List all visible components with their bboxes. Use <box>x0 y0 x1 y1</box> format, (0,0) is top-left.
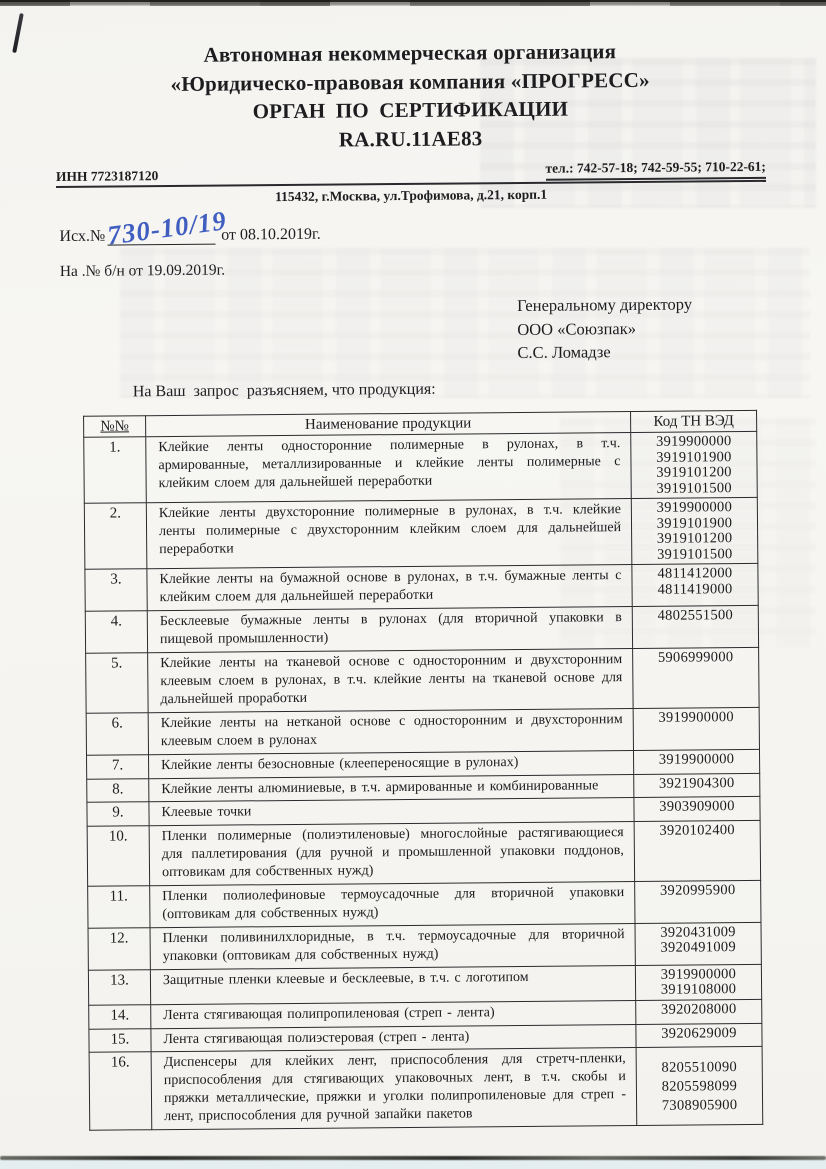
product-name: Клейкие ленты односторонние полимерные в рулонах, в т.ч. армированные, металлизированные и клейкие ленты полимерные с клейким слоем для дальнейшей переработки <box>146 433 632 503</box>
product-name: Клейкие ленты на тканевой основе с односторонним и двухсторонним клеевым слоем в рулонах, в т.ч. клейкие ленты на тканевой основе для дальнейшей проработки <box>148 649 634 713</box>
tnved-codes: 3920102400 <box>634 821 761 882</box>
tnved-codes: 4811412000 4811419000 <box>632 564 758 607</box>
tnved-codes: 3919900000 3919108000 <box>635 964 761 1000</box>
addressee-person: С.С. Ломадзе <box>517 342 611 363</box>
table-row <box>86 647 759 713</box>
row-number: 16. <box>89 1052 152 1130</box>
tnved-codes: 8205510090 8205598099 7308905900 <box>636 1047 763 1126</box>
incoming-ref-line: На .№ б/н от 19.09.2019г. <box>59 261 226 281</box>
handwritten-ref-number: 730-10/19 <box>105 205 229 251</box>
column-header-tnved-code: Код ТН ВЭД <box>631 411 757 433</box>
row-number: 3. <box>85 569 147 611</box>
intro-sentence: На Ваш запрос разъясняем, что продукция: <box>132 381 436 401</box>
table-row <box>86 707 759 755</box>
product-name: Пленки полимерные (полиэтиленовые) многослойные растягивающиеся для паллетирования (для ручной и промышленной упаковки поддонов, оптовикам для собственных нужд) <box>149 822 635 886</box>
product-name: Пленки поливинилхлоридные, в т.ч. термоусадочные для вторичной упаковки (оптовикам для собственных нужд) <box>150 923 635 969</box>
product-name: Диспенсеры для клейких лент, приспособления для стретч-пленки, приспособления для стягивающих упаковочных лент, в т.ч. скобы и пряжки металлические, пряжки и уголки полипропиленовые для стреп - лент, приспособления для ручной запайки пакетов <box>151 1048 637 1130</box>
addressee-company: ООО «Союзпак» <box>517 318 637 339</box>
table-row <box>87 821 760 887</box>
row-number: 13. <box>88 969 150 1005</box>
product-name: Клейкие ленты на бумажной основе в рулонах, в т.ч. бумажные ленты с клейким слоем для дальнейшей переработки <box>147 565 632 611</box>
column-header-product-name: Наименование продукции <box>146 412 631 437</box>
table-row <box>88 964 761 1005</box>
product-name: Клейкие ленты алюминиевые, в т.ч. армированные и комбинированные <box>149 774 634 802</box>
contact-row <box>56 159 766 188</box>
table-row <box>88 922 761 970</box>
table-row <box>84 498 758 570</box>
tnved-codes: 3920995900 <box>635 880 761 923</box>
outgoing-ref-line <box>59 205 766 251</box>
table-row <box>89 1047 763 1130</box>
product-name: Пленки полиолефиновые термоусадочные для вторичной упаковки (оптовикам для собственных нужд) <box>150 882 635 928</box>
product-name: Клеевые точки <box>149 798 634 826</box>
outgoing-ref-underline <box>105 205 229 251</box>
product-name: Бесклеевые бумажные ленты в рулонах (для вторичной упаковки в пищевой промышленности) <box>147 607 632 653</box>
products-table <box>83 410 763 1131</box>
org-name-line2: «Юридическо-правовая компания «ПРОГРЕСС» <box>170 67 650 96</box>
tnved-codes: 3920431009 3920491009 <box>635 922 761 965</box>
table-row <box>84 432 758 504</box>
product-name: Клейкие ленты безосновные (клеепереносящие в рулонах) <box>149 750 634 778</box>
addressee-block <box>517 292 768 364</box>
table-body <box>84 432 763 1131</box>
phone-numbers: тел.: 742-57-18; 742-59-55; 710-22-61; <box>545 159 766 181</box>
letterhead <box>55 36 766 156</box>
product-name: Защитные пленки клеевые и бесклеевые, в т.ч. с логотипом <box>150 965 635 1004</box>
tnved-codes: 3920208000 <box>636 999 762 1024</box>
row-number: 12. <box>88 928 150 970</box>
row-number: 5. <box>86 653 149 713</box>
outgoing-ref-date: от 08.10.2019г. <box>221 225 321 244</box>
postal-address: 115432, г.Москва, ул.Трофимова, д.21, корп.1 <box>275 186 548 205</box>
table-row <box>88 880 761 928</box>
row-number: 2. <box>84 503 147 570</box>
row-number: 8. <box>87 778 149 802</box>
product-name: Клейкие ленты на нетканой основе с односторонним и двухсторонним клеевым слоем в рулонах <box>148 708 633 754</box>
inn-number: ИНН 7723187120 <box>55 168 159 185</box>
org-name-line3: ОРГАН ПО СЕРТИФИКАЦИИ <box>252 96 569 124</box>
row-number: 15. <box>89 1028 151 1052</box>
row-number: 14. <box>89 1004 151 1028</box>
table-row <box>85 564 758 612</box>
tnved-codes: 3903909000 <box>634 797 760 822</box>
product-name: Лента стягивающая полиэстеровая (стреп - лента) <box>151 1024 636 1052</box>
tnved-codes: 5906999000 <box>633 647 760 708</box>
product-name: Клейкие ленты двухсторонние полимерные в рулонах, в т.ч. клейкие ленты полимерные с двухсторонним клейким слоем для дальнейшей переработки <box>146 499 632 569</box>
row-number: 7. <box>87 754 149 778</box>
table-row <box>85 606 758 654</box>
scanner-bottom-edge-line <box>0 1156 826 1160</box>
scanner-top-edge <box>0 0 826 6</box>
row-number: 9. <box>87 802 149 826</box>
addressee-position: Генеральному директору <box>517 294 693 316</box>
scanner-bottom-strip <box>0 1159 826 1169</box>
tnved-codes: 3921904300 <box>634 773 760 798</box>
tnved-codes: 3919900000 3919101900 3919101200 3919101500 <box>631 432 758 499</box>
tnved-codes: 3919900000 <box>633 707 759 750</box>
tnved-codes: 4802551500 <box>632 606 758 649</box>
column-header-number: №№ <box>84 416 146 438</box>
row-number: 10. <box>87 826 150 886</box>
product-name: Лента стягивающая полипропиленовая (стреп - лента) <box>151 1000 636 1028</box>
certification-body-code: RA.RU.11AE83 <box>338 125 483 152</box>
org-name-line1: Автономная некоммерческая организация <box>203 39 617 67</box>
tnved-codes: 3919900000 3919101900 3919101200 3919101500 <box>631 498 758 565</box>
row-number: 1. <box>84 437 147 504</box>
row-number: 6. <box>86 713 148 755</box>
tnved-codes: 3920629009 <box>636 1023 762 1048</box>
row-number: 11. <box>88 886 150 928</box>
tnved-codes: 3919900000 <box>633 749 759 774</box>
outgoing-ref-label: Исх.№ <box>59 227 106 246</box>
row-number: 4. <box>85 611 147 653</box>
